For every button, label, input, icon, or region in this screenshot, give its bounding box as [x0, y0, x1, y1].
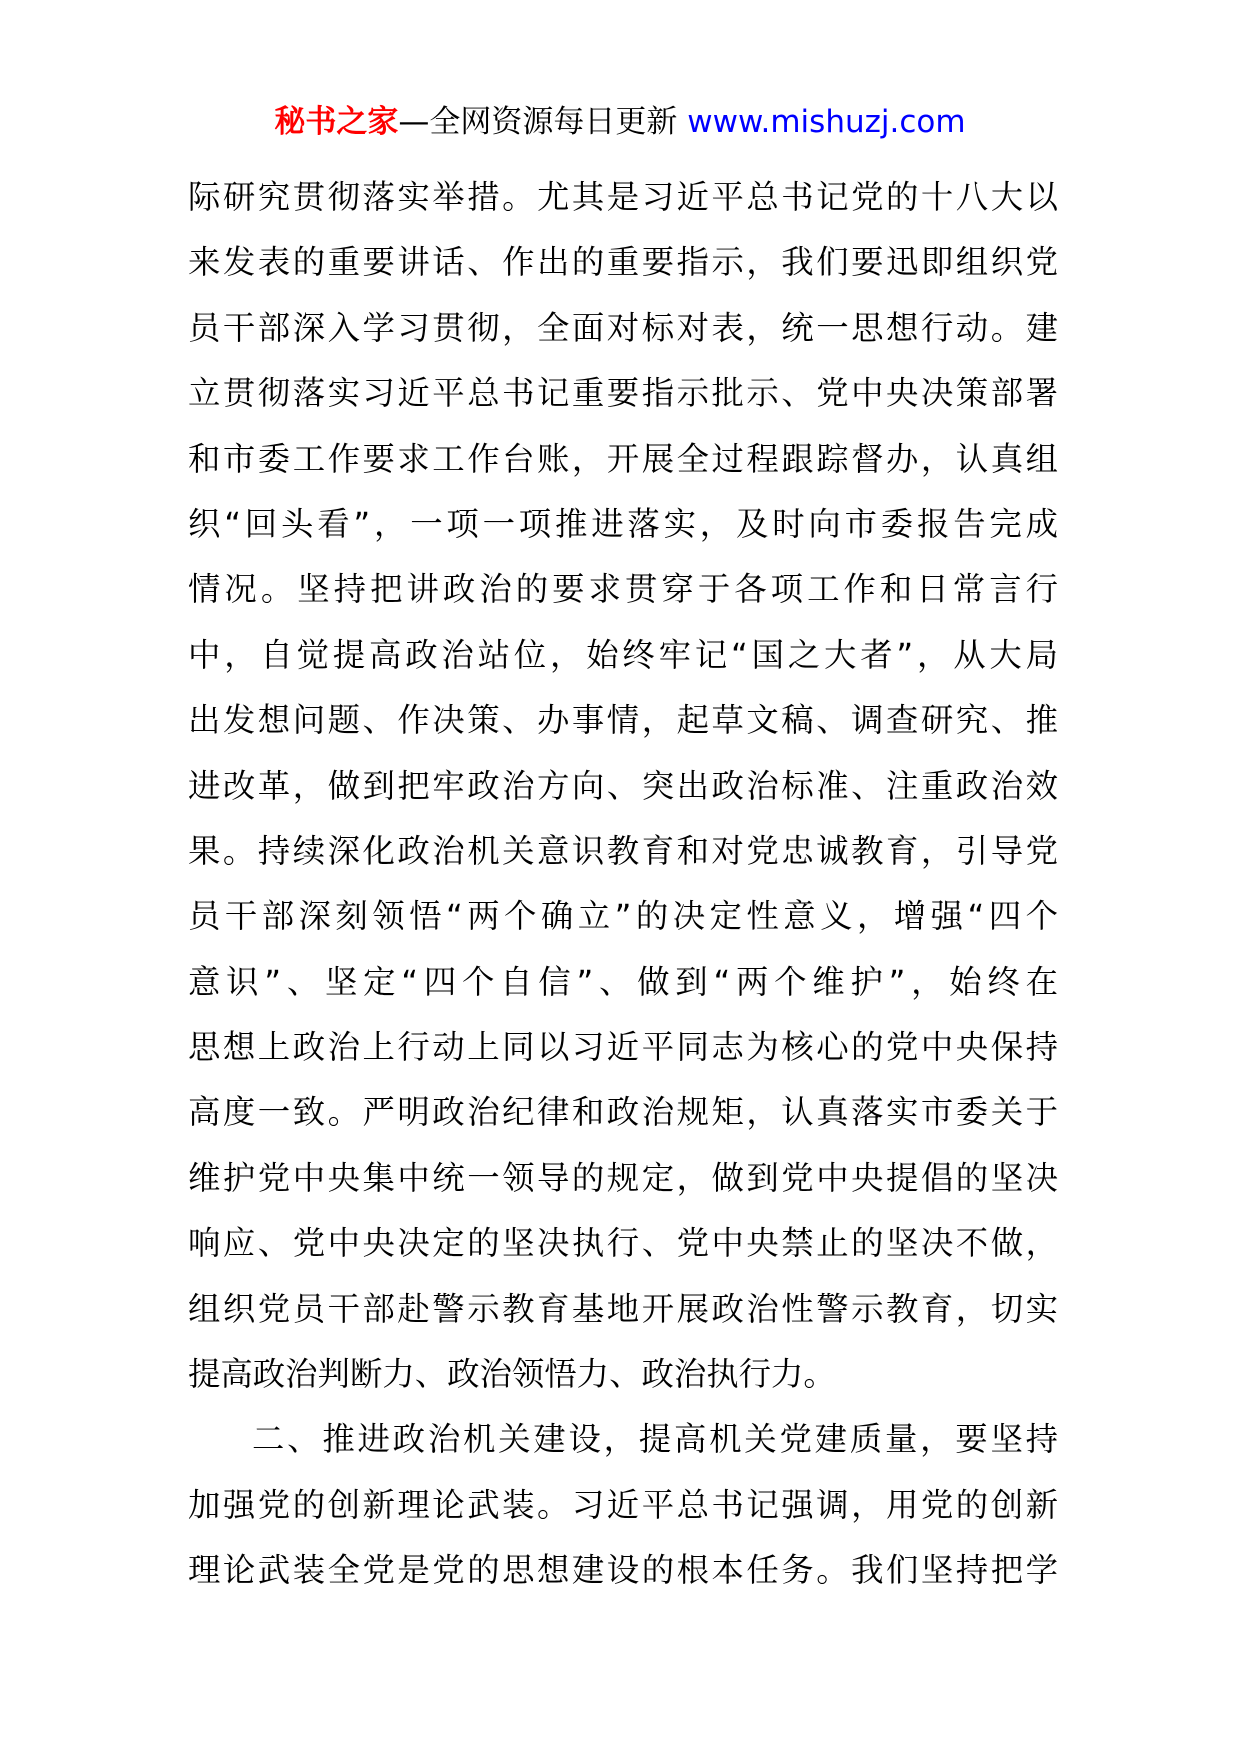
site-brand: 秘书之家 [274, 104, 399, 140]
text-line: 中，自觉提高政治站位，始终牢记“国之大者”，从大局 [188, 635, 1058, 674]
text-line: 响应、党中央决定的坚决执行、党中央禁止的坚决不做， [188, 1224, 1058, 1263]
text-line: 来发表的重要讲话、作出的重要指示，我们要迅即组织党 [188, 243, 1058, 282]
text-line: 进改革，做到把牢政治方向、突出政治标准、注重政治效 [188, 766, 1058, 805]
text-line: 员干部深刻领悟“两个确立”的决定性意义，增强“四个 [188, 897, 1058, 936]
text-line: 加强党的创新理论武装。习近平总书记强调，用党的创新 [188, 1485, 1058, 1524]
text-line: 立贯彻落实习近平总书记重要指示批示、党中央决策部署 [188, 374, 1058, 413]
document-body [188, 165, 1058, 1604]
text-line: 意识”、坚定“四个自信”、做到“两个维护”，始终在 [188, 962, 1058, 1001]
page-header [0, 100, 1240, 144]
text-line: 和市委工作要求工作台账，开展全过程跟踪督办，认真组 [188, 439, 1058, 478]
text-line: 组织党员干部赴警示教育基地开展政治性警示教育，切实 [188, 1289, 1058, 1328]
paragraph-end-line: 提高政治判断力、政治领悟力、政治执行力。 [188, 1355, 836, 1394]
text-line: 思想上政治上行动上同以习近平同志为核心的党中央保持 [188, 1028, 1058, 1067]
text-line: 际研究贯彻落实举措。尤其是习近平总书记党的十八大以 [188, 178, 1058, 216]
site-url-link[interactable]: www.mishuzj.com [687, 104, 966, 140]
section-heading-line: 二、推进政治机关建设，提高机关党建质量，要坚持 [252, 1420, 1058, 1459]
text-line: 维护党中央集中统一领导的规定，做到党中央提倡的坚决 [188, 1158, 1058, 1197]
text-line: 出发想问题、作决策、办事情，起草文稿、调查研究、推 [188, 701, 1058, 740]
text-line: 高度一致。严明政治纪律和政治规矩，认真落实市委关于 [188, 1093, 1058, 1132]
text-line: 情况。坚持把讲政治的要求贯穿于各项工作和日常言行 [188, 570, 1058, 609]
text-line: 果。持续深化政治机关意识教育和对党忠诚教育，引导党 [188, 831, 1058, 870]
text-line: 理论武装全党是党的思想建设的根本任务。我们坚持把学 [188, 1551, 1058, 1590]
text-line: 织“回头看”，一项一项推进落实，及时向市委报告完成 [188, 504, 1058, 543]
text-line: 员干部深入学习贯彻，全面对标对表，统一思想行动。建 [188, 308, 1058, 347]
site-tagline: —全网资源每日更新 [398, 104, 678, 140]
